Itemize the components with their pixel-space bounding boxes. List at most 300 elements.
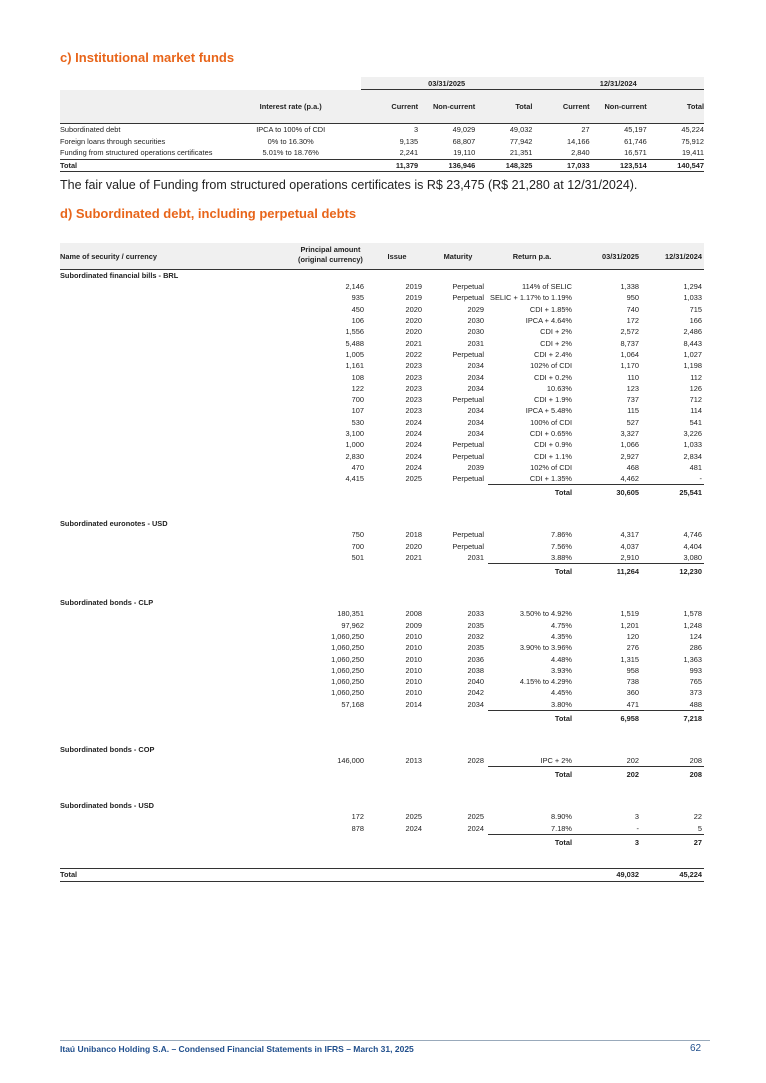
group-header-row bbox=[60, 270, 704, 282]
table-row bbox=[60, 665, 704, 676]
table-cell: 2010 bbox=[405, 665, 422, 675]
maturity-header: Maturity bbox=[428, 243, 488, 270]
table-cell bbox=[60, 834, 366, 850]
table-row bbox=[60, 687, 704, 698]
table-cell: 1,578 bbox=[683, 609, 702, 619]
table-cell: 2034 bbox=[467, 361, 484, 371]
section-d-title: d) Subordinated debt, including perpetual debts bbox=[60, 206, 357, 221]
table-cell: 172 bbox=[626, 316, 639, 326]
issue-header: Issue bbox=[366, 243, 428, 270]
table-cell: 2025 bbox=[467, 812, 484, 822]
table-cell: 7.86% bbox=[551, 530, 572, 540]
date-header-row bbox=[60, 77, 704, 90]
table-cell: 3,327 bbox=[620, 429, 639, 438]
group-name: Subordinated bonds - USD bbox=[60, 801, 155, 811]
table-cell: 2019 bbox=[405, 293, 422, 303]
table-row bbox=[60, 349, 704, 360]
group-total-value: 3 bbox=[576, 834, 639, 850]
table-cell: 2,927 bbox=[620, 451, 639, 461]
table-cell: 21,351 bbox=[509, 148, 533, 158]
group-total-value: 25,541 bbox=[639, 485, 704, 501]
table-row bbox=[60, 552, 704, 564]
table-cell: 19,110 bbox=[453, 148, 476, 158]
total-cell: 136,946 bbox=[418, 159, 475, 171]
table-cell: 360 bbox=[626, 688, 639, 698]
table-cell: 102% of CDI bbox=[530, 361, 572, 371]
table-cell: 2042 bbox=[467, 688, 484, 698]
table-cell: 2025 bbox=[405, 812, 422, 822]
group-name: Subordinated bonds - COP bbox=[60, 744, 155, 754]
spacer bbox=[60, 726, 704, 744]
table-cell: 2009 bbox=[405, 620, 422, 630]
table-cell: IPC + 2% bbox=[540, 756, 572, 766]
spacer bbox=[60, 782, 704, 800]
table-cell: 2020 bbox=[405, 327, 422, 337]
table-cell: 450 bbox=[351, 304, 364, 314]
table-cell: 1,294 bbox=[683, 282, 702, 292]
table-cell bbox=[428, 710, 488, 726]
table-cell: 3,080 bbox=[683, 553, 702, 563]
table-cell: 2010 bbox=[405, 643, 422, 653]
footer-divider bbox=[60, 1040, 710, 1041]
table-cell: 1,060,250 bbox=[331, 654, 364, 664]
table-cell bbox=[428, 767, 488, 783]
table-cell: 3.80% bbox=[551, 699, 572, 709]
table-cell: 2024 bbox=[405, 440, 422, 450]
table-cell: 3,100 bbox=[345, 429, 364, 438]
table-cell: CDI + 0.2% bbox=[534, 372, 572, 382]
table-cell: Perpetual bbox=[452, 440, 484, 450]
table-cell: 501 bbox=[351, 553, 364, 563]
table-cell: Perpetual bbox=[452, 293, 484, 303]
table-cell: Subordinated debt bbox=[60, 124, 220, 136]
table-row bbox=[60, 439, 704, 450]
table-cell: 1,005 bbox=[345, 349, 364, 359]
table-cell: 4.45% bbox=[551, 688, 572, 698]
table-cell: 22 bbox=[693, 812, 702, 822]
table-row bbox=[60, 383, 704, 394]
table-cell bbox=[366, 485, 428, 501]
date-header-2: 12/31/2024 bbox=[639, 243, 704, 270]
spacer-row bbox=[60, 579, 704, 597]
spacer-row bbox=[60, 726, 704, 744]
group-total-label: Total bbox=[488, 834, 576, 850]
table-cell: CDI + 1.9% bbox=[534, 395, 572, 405]
table-cell: 166 bbox=[689, 316, 702, 326]
table-cell: 97,962 bbox=[341, 620, 364, 630]
group-name: Subordinated bonds - CLP bbox=[60, 598, 154, 608]
table-cell: 2030 bbox=[467, 327, 484, 337]
table-cell: 172 bbox=[351, 812, 364, 822]
table-row bbox=[60, 147, 704, 159]
table-row bbox=[60, 541, 704, 552]
current-header-2: Current bbox=[532, 90, 589, 124]
table-row bbox=[60, 405, 704, 416]
table-cell: 1,201 bbox=[620, 620, 639, 630]
table-cell: Perpetual bbox=[452, 451, 484, 461]
table-cell: 2034 bbox=[467, 372, 484, 382]
group-header-row bbox=[60, 518, 704, 529]
table-cell: CDI + 0.9% bbox=[534, 440, 572, 450]
table-cell: CDI + 2% bbox=[540, 327, 572, 337]
table-cell: IPCA to 100% of CDI bbox=[220, 124, 360, 136]
table-cell: 2024 bbox=[405, 823, 422, 833]
table-cell: 3.88% bbox=[551, 553, 572, 563]
table-cell: 2030 bbox=[467, 316, 484, 326]
table-row bbox=[60, 417, 704, 428]
table-cell: 5 bbox=[697, 823, 702, 833]
table-cell: 4,317 bbox=[620, 530, 639, 540]
table-cell: Funding from structured operations certificates bbox=[60, 148, 213, 158]
table-cell: 1,060,250 bbox=[331, 643, 364, 653]
table-cell: 112 bbox=[690, 372, 702, 382]
table-cell bbox=[366, 834, 428, 850]
table-cell: 100% of CDI bbox=[530, 417, 572, 427]
table-cell: 527 bbox=[626, 417, 639, 427]
total-label: Total bbox=[60, 159, 220, 171]
total-cell: 123,514 bbox=[590, 159, 647, 171]
institutional-market-funds-table bbox=[60, 77, 704, 172]
table-cell: 2038 bbox=[467, 665, 484, 675]
table-cell: 2034 bbox=[467, 417, 484, 427]
table-cell: 286 bbox=[689, 643, 702, 653]
table-row bbox=[60, 371, 704, 382]
table-cell: 715 bbox=[689, 304, 702, 314]
table-cell: Perpetual bbox=[452, 395, 484, 405]
table-cell: 2023 bbox=[405, 361, 422, 371]
table-cell: 2013 bbox=[405, 756, 422, 766]
spacer-row bbox=[60, 782, 704, 800]
table-row bbox=[60, 823, 704, 835]
table-cell bbox=[366, 710, 428, 726]
group-header-row bbox=[60, 597, 704, 608]
column-header-row bbox=[60, 243, 704, 270]
table-cell: 27 bbox=[532, 124, 589, 136]
table-cell: 737 bbox=[626, 395, 639, 405]
table-cell: 2020 bbox=[405, 316, 422, 326]
group-total-row bbox=[60, 564, 704, 580]
table-cell: 3 bbox=[634, 812, 639, 822]
grand-total-row bbox=[60, 868, 704, 881]
current-header-1: Current bbox=[361, 90, 418, 124]
table-cell: 4.15% to 4.29% bbox=[519, 677, 572, 687]
table-cell: 993 bbox=[689, 665, 702, 675]
principal-header-line1: Principal amount bbox=[300, 245, 361, 254]
table-cell: 45,197 bbox=[590, 124, 647, 136]
table-cell: 2,840 bbox=[571, 148, 590, 158]
group-total-label: Total bbox=[488, 767, 576, 783]
table-cell: 935 bbox=[351, 293, 364, 303]
spacer bbox=[60, 500, 704, 518]
table-cell bbox=[60, 767, 366, 783]
total-header-2: Total bbox=[647, 90, 704, 124]
table-cell: 1,363 bbox=[683, 654, 702, 664]
table-cell bbox=[60, 710, 366, 726]
table-cell: 1,060,250 bbox=[331, 688, 364, 698]
table-cell: 2039 bbox=[467, 462, 484, 472]
table-cell: 2024 bbox=[467, 823, 484, 833]
table-cell: 122 bbox=[351, 383, 364, 393]
table-cell: Perpetual bbox=[452, 541, 484, 551]
table-cell: 9,135 bbox=[399, 136, 419, 146]
table-cell: SELIC + 1.17% to 1.19% bbox=[490, 293, 572, 303]
table-row bbox=[60, 631, 704, 642]
table-cell bbox=[60, 485, 366, 501]
group-total-row bbox=[60, 834, 704, 850]
table-cell: 4.75% bbox=[551, 620, 572, 630]
table-cell: 75,912 bbox=[681, 136, 704, 146]
table-cell: 8,443 bbox=[683, 338, 702, 348]
table-cell: 958 bbox=[626, 665, 639, 675]
section-c-title: c) Institutional market funds bbox=[60, 50, 235, 65]
table-cell: 180,351 bbox=[337, 609, 364, 619]
table-cell: 2025 bbox=[405, 474, 422, 484]
table-cell: 1,556 bbox=[345, 327, 364, 337]
noncurrent-header-2: Non-current bbox=[590, 90, 647, 124]
table-cell: 77,942 bbox=[509, 136, 533, 146]
group-total-row bbox=[60, 485, 704, 501]
date-header-1: 03/31/2025 bbox=[576, 243, 639, 270]
spacer bbox=[60, 850, 704, 869]
table-cell: 2035 bbox=[467, 643, 484, 653]
table-cell: 276 bbox=[626, 643, 639, 653]
date-header-1: 03/31/2025 bbox=[361, 77, 533, 90]
fair-value-note: The fair value of Funding from structured operations certificates is R$ 23,475 (R$ 21,280 at 12/31/2024). bbox=[60, 178, 638, 192]
table-cell: 2,146 bbox=[345, 282, 364, 292]
table-row bbox=[60, 450, 704, 461]
group-total-value: 30,605 bbox=[576, 485, 639, 501]
table-cell: 8,737 bbox=[620, 338, 639, 348]
table-cell: 3.50% to 4.92% bbox=[519, 609, 572, 619]
table-cell: 373 bbox=[689, 688, 702, 698]
table-cell: CDI + 2% bbox=[540, 338, 572, 348]
table-cell: 2024 bbox=[405, 429, 422, 438]
table-cell: 2023 bbox=[405, 406, 422, 416]
table-row bbox=[60, 653, 704, 664]
total-cell: 148,325 bbox=[475, 159, 532, 171]
table-cell: 488 bbox=[689, 699, 702, 709]
group-total-value: 7,218 bbox=[639, 710, 704, 726]
table-cell: 14,166 bbox=[566, 136, 590, 146]
table-cell: 19,411 bbox=[681, 148, 704, 158]
table-cell: 2,834 bbox=[683, 451, 702, 461]
noncurrent-header-1: Non-current bbox=[418, 90, 475, 124]
table-cell: 738 bbox=[626, 677, 639, 687]
table-cell: 108 bbox=[351, 372, 364, 382]
group-total-value: 202 bbox=[576, 767, 639, 783]
table-cell bbox=[428, 834, 488, 850]
table-cell: 4,462 bbox=[620, 474, 639, 484]
table-cell: CDI + 1.35% bbox=[529, 474, 572, 484]
table-cell: CDI + 2.4% bbox=[534, 349, 572, 359]
table-row bbox=[60, 326, 704, 337]
table-cell: 1,033 bbox=[683, 440, 702, 450]
footer-text: Itaú Unibanco Holding S.A. – Condensed Financial Statements in IFRS – March 31, 2025 bbox=[60, 1044, 414, 1054]
table-cell: 3,226 bbox=[683, 429, 702, 438]
table-cell: 2034 bbox=[467, 383, 484, 393]
table-cell: 61,746 bbox=[624, 136, 647, 146]
table-cell: 5.01% to 18.76% bbox=[262, 148, 319, 158]
table-cell: 2010 bbox=[405, 654, 422, 664]
table-cell: 4,415 bbox=[345, 474, 364, 484]
table-cell: 120 bbox=[626, 631, 639, 641]
table-cell: 470 bbox=[351, 462, 364, 472]
table-cell: 2,572 bbox=[620, 327, 639, 337]
table-cell: 1,060,250 bbox=[331, 665, 364, 675]
spacer-row bbox=[60, 500, 704, 518]
group-total-row bbox=[60, 710, 704, 726]
table-cell: 7.56% bbox=[551, 541, 572, 551]
table-row bbox=[60, 755, 704, 767]
table-row bbox=[60, 642, 704, 653]
group-header-row bbox=[60, 744, 704, 755]
table-cell: CDI + 0.65% bbox=[529, 429, 572, 438]
group-total-value: 208 bbox=[639, 767, 704, 783]
table-cell bbox=[428, 564, 488, 580]
table-cell: 2032 bbox=[467, 631, 484, 641]
table-cell bbox=[366, 767, 428, 783]
table-cell: 2019 bbox=[405, 282, 422, 292]
table-cell: 49,032 bbox=[475, 124, 532, 136]
table-cell: 1,064 bbox=[620, 349, 639, 359]
table-row bbox=[60, 428, 704, 439]
page-number: 62 bbox=[690, 1043, 702, 1054]
table-row bbox=[60, 620, 704, 631]
table-row bbox=[60, 360, 704, 371]
table-cell: 2024 bbox=[405, 451, 422, 461]
group-total-row bbox=[60, 767, 704, 783]
group-total-value: 27 bbox=[639, 834, 704, 850]
table-cell: 2036 bbox=[467, 654, 484, 664]
table-cell: 16,571 bbox=[624, 148, 647, 158]
table-cell: 2021 bbox=[405, 553, 422, 563]
table-total-row bbox=[60, 159, 704, 171]
table-cell: CDI + 1.1% bbox=[534, 451, 572, 461]
table-row bbox=[60, 608, 704, 619]
table-cell: 1,060,250 bbox=[331, 677, 364, 687]
table-row bbox=[60, 281, 704, 292]
table-cell: 2035 bbox=[467, 620, 484, 630]
table-cell: 1,161 bbox=[345, 361, 364, 371]
table-cell: 2,830 bbox=[345, 451, 364, 461]
table-cell: 1,338 bbox=[620, 282, 639, 292]
table-cell: Perpetual bbox=[452, 530, 484, 540]
table-cell: 2034 bbox=[467, 700, 484, 709]
table-cell: 481 bbox=[689, 462, 702, 472]
table-cell: 750 bbox=[351, 530, 364, 540]
table-cell: 2024 bbox=[405, 417, 422, 427]
table-cell: CDI + 1.85% bbox=[529, 304, 572, 314]
group-total-label: Total bbox=[488, 485, 576, 501]
table-cell: 4,746 bbox=[683, 530, 702, 540]
grand-total-value: 45,224 bbox=[639, 868, 704, 881]
grand-total-value: 49,032 bbox=[576, 868, 639, 881]
table-cell: 700 bbox=[351, 541, 364, 551]
table-cell: 2023 bbox=[405, 372, 422, 382]
date-header-2: 12/31/2024 bbox=[532, 77, 704, 90]
table-cell: 2010 bbox=[405, 688, 422, 698]
table-cell bbox=[428, 485, 488, 501]
spacer bbox=[60, 579, 704, 597]
table-cell: - bbox=[636, 823, 639, 833]
table-cell: 7.18% bbox=[551, 823, 572, 833]
table-cell: 2031 bbox=[467, 338, 484, 348]
table-cell: Perpetual bbox=[452, 282, 484, 292]
total-header-1: Total bbox=[475, 90, 532, 124]
table-row bbox=[60, 124, 704, 136]
table-cell: 4.35% bbox=[551, 631, 572, 641]
table-cell: 124 bbox=[689, 631, 702, 641]
table-cell: 541 bbox=[689, 417, 702, 427]
group-total-value: 6,958 bbox=[576, 710, 639, 726]
table-cell: 3.93% bbox=[551, 665, 572, 675]
table-row bbox=[60, 136, 704, 148]
table-cell: 2022 bbox=[405, 349, 422, 359]
table-cell: 1,248 bbox=[683, 620, 702, 630]
table-cell: 57,168 bbox=[341, 700, 364, 709]
table-cell: 1,060,250 bbox=[331, 631, 364, 641]
group-total-value: 12,230 bbox=[639, 564, 704, 580]
table-cell: 0% to 16.30% bbox=[267, 136, 314, 146]
table-row bbox=[60, 699, 704, 711]
table-cell: - bbox=[699, 474, 702, 484]
table-row bbox=[60, 473, 704, 485]
table-cell bbox=[60, 564, 366, 580]
table-cell: 202 bbox=[626, 756, 639, 766]
table-cell: 1,027 bbox=[683, 349, 702, 359]
group-total-label: Total bbox=[488, 564, 576, 580]
table-cell: 4,037 bbox=[620, 541, 639, 551]
return-header: Return p.a. bbox=[488, 243, 576, 270]
table-cell: 3.90% to 3.96% bbox=[519, 643, 572, 653]
group-total-value: 11,264 bbox=[576, 564, 639, 580]
table-cell: 2023 bbox=[405, 395, 422, 405]
table-cell: 68,807 bbox=[452, 136, 476, 146]
table-cell: 471 bbox=[626, 699, 639, 709]
total-cell: 17,033 bbox=[532, 159, 589, 171]
group-name: Subordinated financial bills - BRL bbox=[60, 271, 179, 280]
table-cell: 126 bbox=[689, 383, 702, 393]
table-row bbox=[60, 676, 704, 687]
table-cell: 10.63% bbox=[546, 383, 572, 393]
principal-header bbox=[298, 245, 363, 265]
table-cell: 2029 bbox=[467, 304, 484, 314]
table-row bbox=[60, 315, 704, 326]
table-cell: 2020 bbox=[405, 304, 422, 314]
table-cell: 114% of SELIC bbox=[522, 282, 572, 292]
name-header: Name of security / currency bbox=[60, 251, 157, 261]
total-cell bbox=[220, 159, 360, 171]
table-cell: 2008 bbox=[405, 609, 422, 619]
table-cell: IPCA + 5.48% bbox=[525, 406, 572, 416]
table-cell: 2,241 bbox=[399, 148, 419, 158]
table-cell: Foreign loans through securities bbox=[60, 136, 166, 146]
table-cell: 740 bbox=[626, 304, 639, 314]
table-cell: 123 bbox=[626, 383, 639, 393]
table-cell: 146,000 bbox=[337, 756, 364, 766]
table-cell: 2034 bbox=[467, 429, 484, 438]
column-header-row bbox=[60, 90, 704, 124]
table-cell: 2040 bbox=[467, 677, 484, 687]
table-cell: 950 bbox=[626, 293, 639, 303]
subordinated-debt-table bbox=[60, 243, 704, 882]
table-cell: 2014 bbox=[405, 700, 422, 709]
table-cell: 1,066 bbox=[620, 440, 639, 450]
table-row bbox=[60, 337, 704, 348]
principal-header-line2: (original currency) bbox=[298, 255, 363, 264]
table-cell: 765 bbox=[689, 677, 702, 687]
table-cell: Perpetual bbox=[452, 474, 484, 484]
